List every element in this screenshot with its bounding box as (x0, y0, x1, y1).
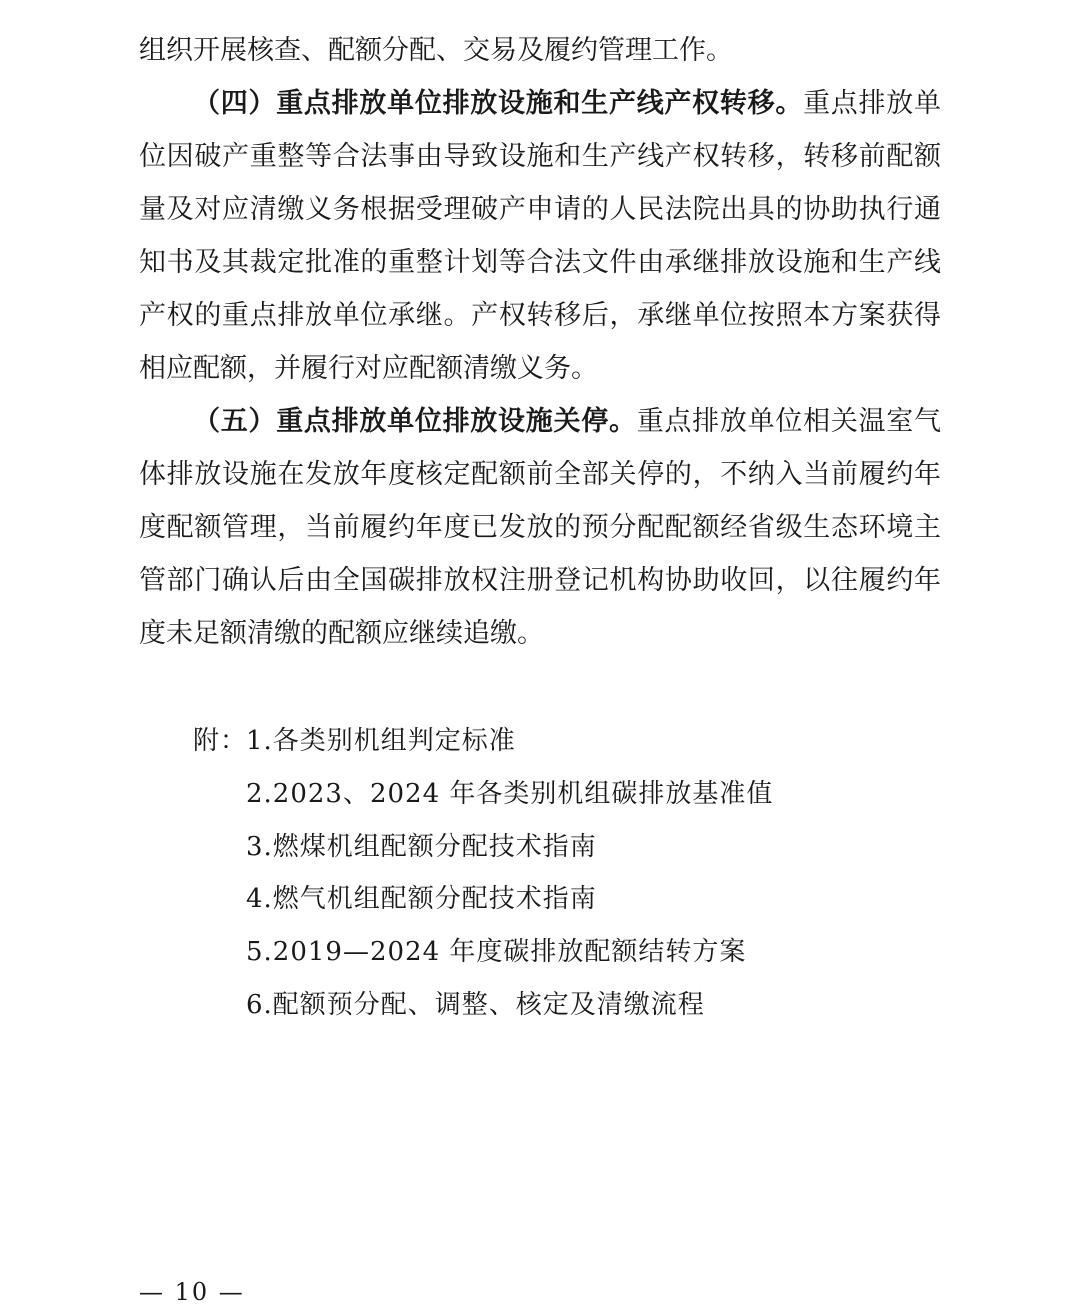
section-5-lead-text: 重点排放单位相关温室气 (636, 406, 941, 437)
body-line: 产权的重点排放单位承继。产权转移后，承继单位按照本方案获得 (139, 300, 941, 331)
body-line: 量及对应清缴义务根据受理破产申请的人民法院出具的协助执行通 (139, 194, 941, 225)
body-line: 相应配额，并履行对应配额清缴义务。 (139, 353, 598, 384)
section-5-heading: （五）重点排放单位排放设施关停。 (193, 406, 637, 437)
body-line: 度配额管理，当前履约年度已发放的预分配配额经省级生态环境主 (139, 512, 941, 543)
attachment-item: 1.各类别机组判定标准 (246, 726, 516, 756)
body-line: 体排放设施在发放年度核定配额前全部关停的，不纳入当前履约年 (139, 459, 941, 490)
body-line: 管部门确认后由全国碳排放权注册登记机构协助收回，以往履约年 (139, 565, 941, 596)
body-line: 位因破产重整等合法事由导致设施和生产线产权转移，转移前配额 (139, 141, 941, 172)
body-line: 组织开展核查、配额分配、交易及履约管理工作。 (139, 35, 733, 66)
attachment-item: 5.2019—2024 年度碳排放配额结转方案 (246, 937, 747, 967)
attachment-item: 6.配额预分配、调整、核定及清缴流程 (246, 990, 705, 1020)
attachment-item: 2.2023、2024 年各类别机组碳排放基准值 (246, 779, 774, 809)
section-4-lead-text: 重点排放单 (803, 88, 941, 119)
section-5-first-line (193, 402, 941, 442)
section-4-heading: （四）重点排放单位排放设施和生产线产权转移。 (193, 88, 804, 119)
attachment-item: 4.燃气机组配额分配技术指南 (246, 884, 597, 914)
section-4-first-line (193, 84, 941, 124)
page-number: — 10 — (139, 1278, 245, 1306)
body-line: 度未足额清缴的配额应继续追缴。 (139, 618, 544, 649)
attachment-item: 3.燃煤机组配额分配技术指南 (246, 832, 597, 862)
body-line: 知书及其裁定批准的重整计划等合法文件由承继排放设施和生产线 (139, 247, 941, 278)
attachments-label: 附： (193, 726, 248, 756)
